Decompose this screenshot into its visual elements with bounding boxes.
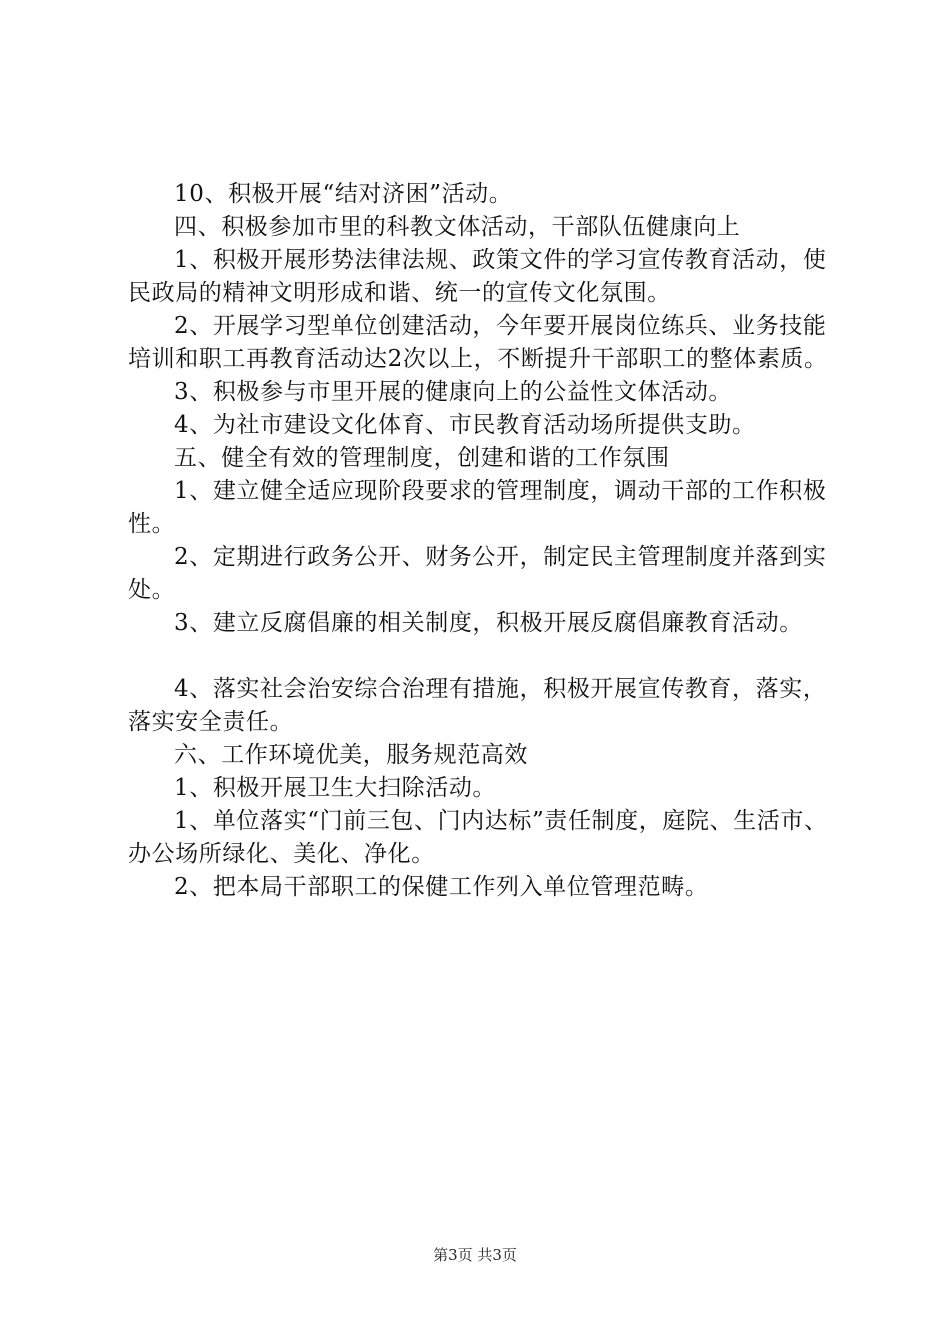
section-heading-4: 四、积极参加市里的科教文体活动，干部队伍健康向上: [174, 214, 741, 240]
paragraph-4-4: 4、为社市建设文化体育、市民教育活动场所提供支助。: [174, 412, 756, 438]
paragraph-4-2: 2、开展学习型单位创建活动，今年要开展岗位练兵、业务技能培训和职工再教育活动达2次以上，不断提升干部职工的整体素质。: [128, 313, 828, 372]
page-footer: 第3页 共3页: [433, 1246, 517, 1264]
document-body: [128, 178, 840, 904]
paragraph-item-10: 10、积极开展“结对济困”活动。: [174, 181, 513, 207]
paragraph-5-4: 4、落实社会治安综合治理有措施，积极开展宣传教育，落实，落实安全责任。: [128, 676, 827, 735]
paragraph-6-1: 1、积极开展卫生大扫除活动。: [174, 775, 497, 801]
section-heading-6: 六、工作环境优美，服务规范高效: [174, 742, 528, 768]
paragraph-5-2: 2、定期进行政务公开、财务公开，制定民主管理制度并落到实处。: [128, 544, 827, 603]
paragraph-5-1: 1、建立健全适应现阶段要求的管理制度，调动干部的工作积极性。: [128, 478, 827, 537]
paragraph-6-1b: 1、单位落实“门前三包、门内达标”责任制度，庭院、生活市、办公场所绿化、美化、净化。: [128, 808, 828, 867]
paragraph-4-3: 3、积极参与市里开展的健康向上的公益性文体活动。: [174, 379, 733, 405]
paragraph-5-3: 3、建立反腐倡廉的相关制度，积极开展反腐倡廉教育活动。: [174, 610, 803, 636]
paragraph-6-2: 2、把本局干部职工的保健工作列入单位管理范畴。: [174, 874, 709, 900]
paragraph-4-1: 1、积极开展形势法律法规、政策文件的学习宣传教育活动，使民政局的精神文明形成和谐、统一的宣传文化氛围。: [128, 247, 827, 306]
section-heading-5: 五、健全有效的管理制度，创建和谐的工作氛围: [174, 445, 670, 471]
